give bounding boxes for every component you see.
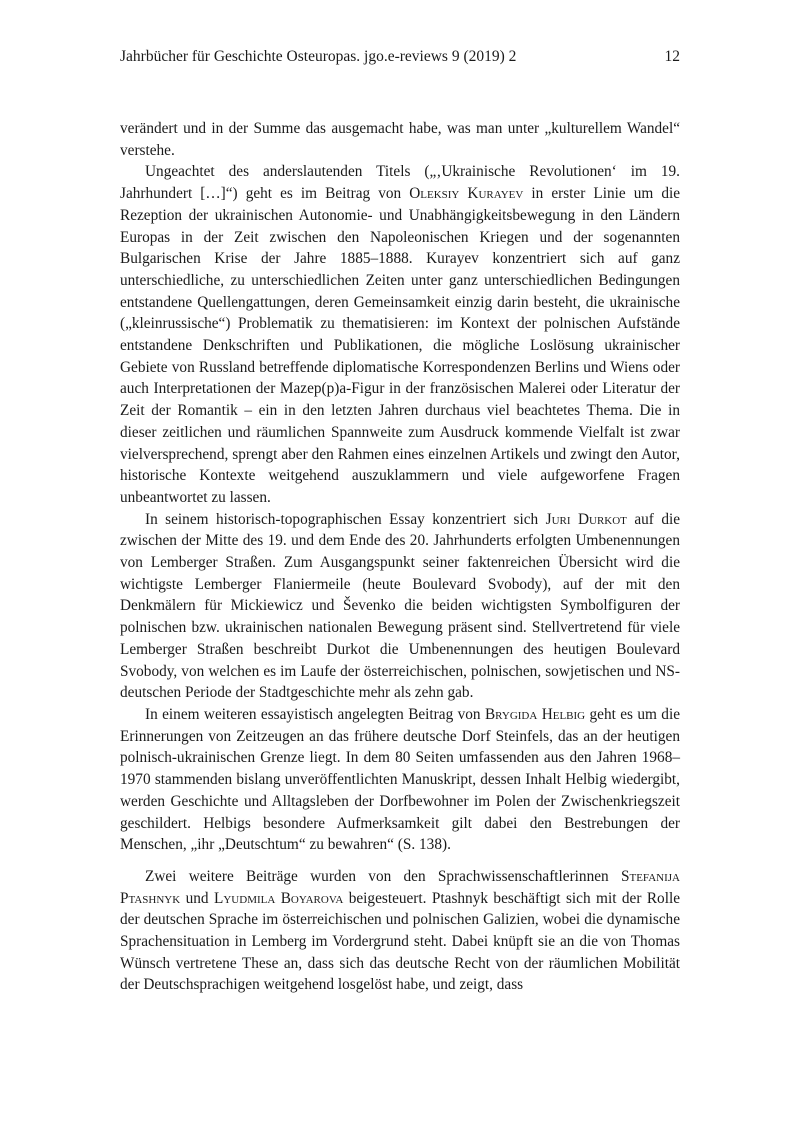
journal-title: Jahrbücher für Geschichte Osteuropas. jgo.e-reviews 9 (2019) 2 [120, 48, 517, 65]
paragraph-kurayev [120, 161, 680, 508]
author-name: Brygida Helbig [484, 705, 586, 723]
author-name: Oleksiy Kurayev [409, 185, 524, 203]
paragraph-text: In einem weiteren essayistisch angelegten Beitrag von [145, 705, 485, 723]
paragraph-text: beigesteuert. Ptashnyk beschäftigt sich mit der Rolle der deutschen Sprache im österreichischen und polnischen Galizien, wobei die dynamische Sprachensituation in Lemberg im Vordergrund steht. Dabei knüpft sie an die von Thomas Wünsch vertretene These an, dass sich das deutsche Recht von der räumlichen Mobilität der Deutschsprachigen weitgehend losgelöst habe, und zeigt, dass [120, 889, 680, 994]
paragraph-text: Zwei weitere Beiträge wurden von den Sprachwissenschaftlerinnen [145, 867, 621, 885]
paragraph-text: geht es um die Erinnerungen von Zeitzeugen an das frühere deutsche Dorf Steinfels, das an der heutigen polnisch-ukrainischen Grenze liegt. In dem 80 Seiten umfassenden aus den Jahren 1968–1970 stammenden bislang unveröffentlichten Manuskript, dessen Inhalt Helbig wiedergibt, werden Geschichte und Alltagsleben der Dorfbewohner im Polen der Zwischenkriegszeit geschildert. Helbigs besondere Aufmerksamkeit gilt dabei den Bestrebungen der Menschen, „ihr „Deutschtum“ zu bewahren“ (S. 138). [120, 705, 680, 854]
paragraph-text: In seinem historisch-topographischen Essay konzentriert sich [145, 510, 546, 528]
author-name: Stefanija Ptashnyk [120, 867, 680, 907]
author-name: Lyudmila Boyarova [214, 889, 344, 907]
paragraph-helbig [120, 704, 680, 856]
paragraph-text: verändert und in der Summe das ausgemacht habe, was man unter „kulturellem Wandel“ verstehe. [120, 120, 680, 159]
paragraph-text: auf die zwischen der Mitte des 19. und dem Ende des 20. Jahrhunderts erfolgten Umbenennungen von Lemberger Straßen. Zum Ausgangspunkt seiner faktenreichen Übersicht wird die wichtigste Lemberger Flaniermeile (heute Boulevard Svobody), auf der mit den Denkmälern für Mickiewicz und Ševenko die beiden wichtigsten Symbolfiguren der polnischen bzw. ukrainischen nationalen Bewegung präsent sind. Stellvertretend für viele Lemberger Straßen beschreibt Durkot die Umbenennungen des heutigen Boulevard Svobody, von welchen es im Laufe der österreichischen, polnischen, sowjetischen und NS-deutschen Periode der Stadtgeschichte mehr als zehn gab. [120, 510, 681, 702]
paragraph-durkot [120, 509, 680, 704]
page-number: 12 [664, 48, 680, 65]
paragraph-continuation [120, 118, 680, 161]
paragraph-text: in erster Linie um die Rezeption der ukrainischen Autonomie- und Unabhängigkeitsbewegung in den Ländern Europas in der Zeit zwischen den Napoleonischen Kriegen und der sogenannten Bulgarischen Krise der Jahre 1885–1888. Kurayev konzentriert sich auf ganz unterschiedliche, zu unterschiedlichen Zeiten unter ganz unterschiedlichen Bedingungen entstandene Quellengattungen, deren Gemeinsamkeit einzig darin besteht, die ukrainische („kleinrussische“) Problematik zu thematisieren: im Kontext der polnischen Aufstände entstandene Denkschriften und Publikationen, die mögliche Loslösung ukrainischer Gebiete von Russland betreffende diplomatische Korrespondenzen Berlins und Wiens oder auch Interpretationen der Mazep(p)a-Figur in der französischen Malerei oder Literatur der Zeit der Romantik – ein in den letzten Jahren durchaus viel beachtetes Thema. Die in dieser zeitlichen und räumlichen Spannweite zum Ausdruck kommende Vielfalt ist zwar vielversprechend, sprengt aber den Rahmen eines einzelnen Artikels und zwingt den Autor, historische Kontexte weitgehend auszuklammern und viele aufgeworfene Fragen unbeantwortet zu lassen. [120, 185, 681, 506]
paragraph-ptashnyk-boyarova [120, 866, 680, 996]
paragraph-text: Ungeachtet des anderslautenden Titels („‚Ukrainische Revolutionen‘ im 19. Jahrhundert […]“) geht es im Beitrag von [120, 163, 680, 203]
author-name: Juri Durkot [545, 510, 627, 528]
review-body [120, 118, 680, 996]
paragraph-text: und [180, 889, 215, 907]
page-header [120, 48, 680, 72]
